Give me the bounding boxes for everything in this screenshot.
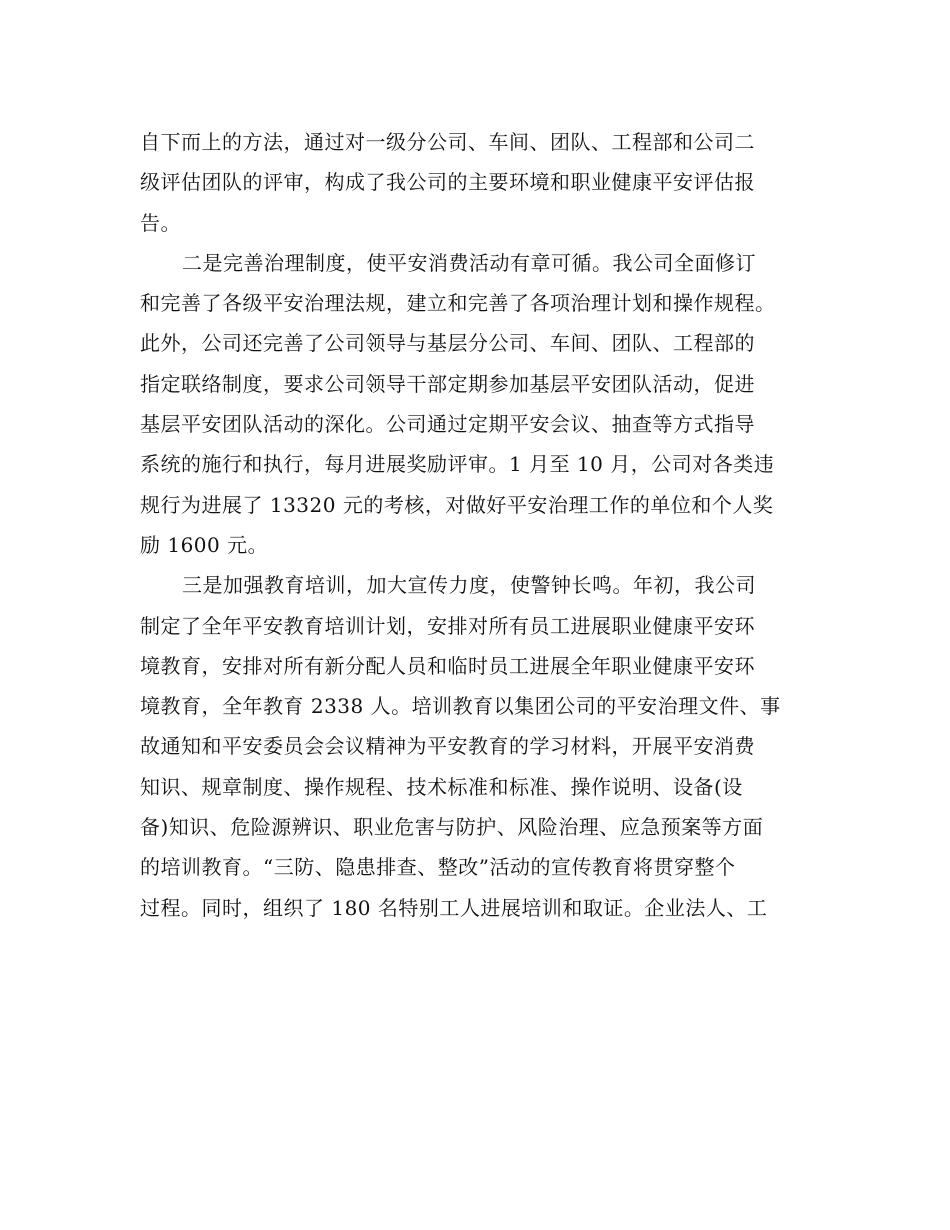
text-line: 备)知识、危险源辨识、职业危害与防护、风险治理、应急预案等方面: [140, 815, 764, 840]
text-line: 过程。同时，组织了 180 名特别工人进展培训和取证。企业法人、工: [140, 895, 768, 920]
text-line: 自下而上的方法，通过对一级分公司、车间、团队、工程部和公司二: [140, 130, 755, 154]
text-line: 规行为进展了 13320 元的考核，对做好平安治理工作的单位和个人奖: [140, 492, 774, 517]
text-line: 系统的施行和执行，每月进展奖励评审。1 月至 10 月，公司对各类违: [140, 452, 775, 477]
text-line: 励 1600 元。: [140, 532, 269, 557]
text-line: 二是完善治理制度，使平安消费活动有章可循。我公司全面修订: [182, 250, 756, 275]
paragraph-2: [140, 243, 830, 565]
text-line: 级评估团队的评审，构成了我公司的主要环境和职业健康平安评估报: [140, 170, 755, 195]
text-line: 境教育，安排对所有新分配人员和临时员工进展全年职业健康平安环: [140, 653, 755, 678]
text-line: 境教育，全年教育 2338 人。培训教育以集团公司的平安治理文件、事: [140, 694, 781, 719]
text-line: 基层平安团队活动的深化。公司通过定期平安会议、抽查等方式指导: [140, 412, 755, 437]
text-line: 此外，公司还完善了公司领导与基层分公司、车间、团队、工程部的: [140, 331, 755, 356]
text-line: 制定了全年平安教育培训计划，安排对所有员工进展职业健康平安环: [140, 613, 755, 638]
text-line: 指定联络制度，要求公司领导干部定期参加基层平安团队活动，促进: [140, 371, 755, 396]
paragraph-1: [140, 122, 830, 243]
text-line: 三是加强教育培训，加大宣传力度，使警钟长鸣。年初，我公司: [182, 573, 756, 598]
body-text: [140, 122, 830, 928]
text-line: 知识、规章制度、操作规程、技术标准和标准、操作说明、设备(设: [140, 774, 743, 799]
paragraph-3: [140, 565, 830, 928]
text-line: 和完善了各级平安治理法规，建立和完善了各项治理计划和操作规程。: [140, 291, 776, 316]
text-line: 的培训教育。“三防、隐患排查、整改”活动的宣传教育将贯穿整个: [140, 855, 736, 880]
text-line: 故通知和平安委员会会议精神为平安教育的学习材料，开展平安消费: [140, 734, 755, 759]
text-line: 告。: [140, 210, 181, 235]
